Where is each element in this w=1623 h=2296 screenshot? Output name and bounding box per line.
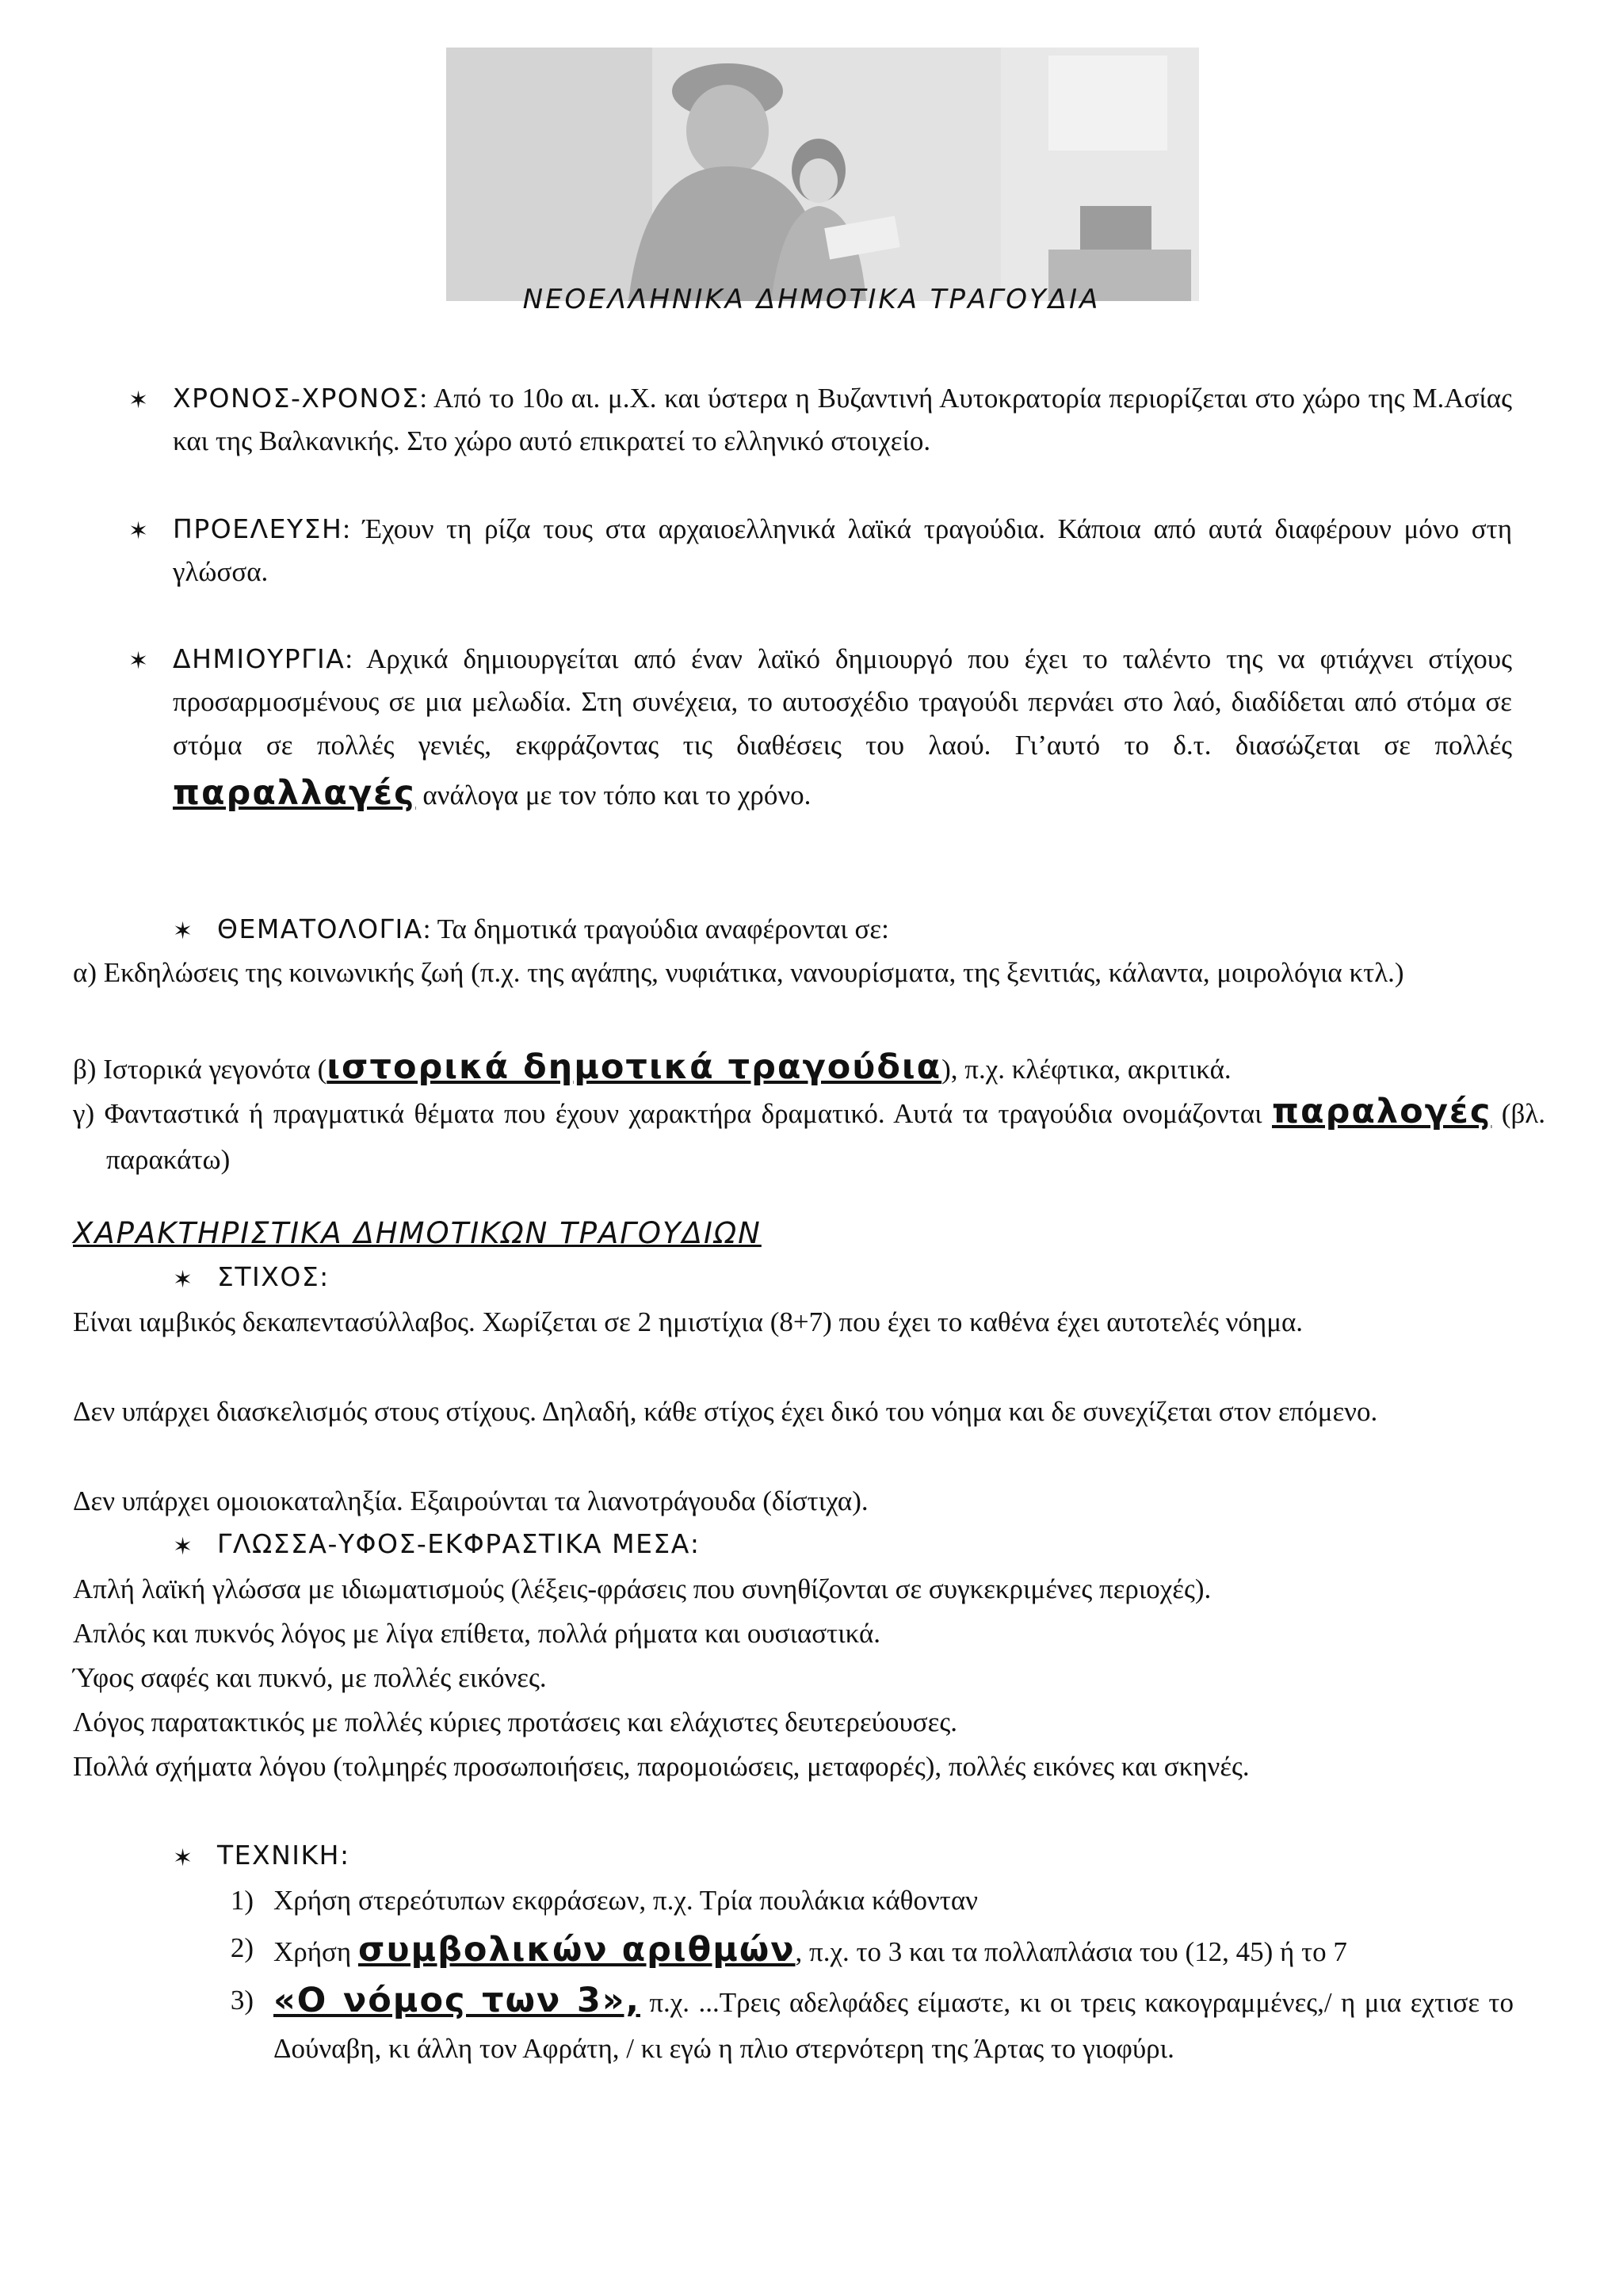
star-bullet-icon: ✶ xyxy=(128,517,149,545)
star-bullet-icon: ✶ xyxy=(128,387,149,414)
star-bullet-icon: ✶ xyxy=(173,1266,193,1294)
bullet-heading: ΘΕΜΑΤΟΛΟΓΙΑ xyxy=(217,913,423,944)
bullet-text: : Αρχικά δημιουργείται από έναν λαϊκό δημιουργό που έχει το ταλέντο της να φτιάχνει στίχους προσαρμοσμένους σε μια μελωδία. Στη συνέχεια, το αυτοσχέδιο τραγούδι περνάει στο λαό, διαδίδεται από στόμα σε στόμα σε πολλές γενιές, εκφράζοντας τις διαθέσεις του λαού. Γι’αυτό το δ.τ. διασώζεται σε πολλές xyxy=(173,643,1512,761)
bullet-text: : Έχουν τη ρίζα τους στα αρχαιοελληνικά λαϊκά τραγούδια. Κάποια από αυτά διαφέρουν μόνο στη γλώσσα. xyxy=(173,513,1512,588)
highlight-term: παραλλαγές xyxy=(173,772,416,813)
style-line-1: Απλή λαϊκή γλώσσα με ιδιωματισμούς (λέξεις-φράσεις που συνηθίζονται σε συγκεκριμένες περιοχές). xyxy=(73,1573,1212,1604)
verse-line-1: Είναι ιαμβικός δεκαπεντασύλλαβος. Χωρίζεται σε 2 ημιστίχια (8+7) που έχει το καθένα έχει αυτοτελές νόημα. xyxy=(73,1306,1304,1337)
item-text: β) Ιστορικά γεγονότα ( xyxy=(73,1054,327,1085)
bullet-heading: ΔΗΜΙΟΥΡΓΙΑ xyxy=(173,643,346,674)
item-text: Χρήση στερεότυπων εκφράσεων, π.χ. Τρία πουλάκια κάθονταν xyxy=(273,1885,978,1916)
thematology-heading xyxy=(217,908,1517,951)
bullet-proeleusi xyxy=(173,508,1512,594)
header-photo xyxy=(446,48,1199,301)
highlight-term: συμβολικών αριθμών xyxy=(357,1930,796,1970)
highlight-term: ιστορικά δημοτικά τραγούδια xyxy=(327,1047,942,1087)
bullet-chronos xyxy=(173,377,1512,463)
style-line-3: Ύφος σαφές και πυκνό, με πολλές εικόνες. xyxy=(73,1662,547,1693)
verse-heading: ΣΤΙΧΟΣ: xyxy=(217,1261,330,1292)
page-title: ΝΕΟΕΛΛΗΝΙΚΑ ΔΗΜΟΤΙΚΑ ΤΡΑΓΟΥΔΙΑ xyxy=(522,284,1101,315)
item-text: π.χ. ...Τρεις αδελφάδες είμαστε, κι οι τρεις κακογραμμένες,/ η μια εχτισε το Δούναβη, κι άλλη τον Αφράτη, / κι εγώ η πλιο στερνότερη της Άρτας το γιοφύρι. xyxy=(273,1987,1514,2064)
item-text: ), π.χ. κλέφτικα, ακριτικά. xyxy=(941,1054,1232,1085)
item-text: , π.χ. το 3 και τα πολλαπλάσια του (12, 45) ή το 7 xyxy=(795,1936,1347,1967)
thematology-intro: : Τα δημοτικά τραγούδια αναφέρονται σε: xyxy=(422,913,889,944)
item-text: (βλ. παρακάτω) xyxy=(106,1098,1545,1175)
technique-heading: ΤΕΧΝΙΚΗ: xyxy=(217,1840,350,1871)
bullet-dimiourgia xyxy=(173,638,1512,819)
highlight-term: «Ο νόμος των 3», xyxy=(273,1981,640,2020)
star-bullet-icon: ✶ xyxy=(173,1844,193,1872)
section-title: ΧΑΡΑΚΤΗΡΙΣΤΙΚΑ ΔΗΜΟΤΙΚΩΝ ΤΡΑΓΟΥΔΙΩΝ xyxy=(73,1216,762,1250)
technique-item-1 xyxy=(273,1879,1514,1922)
technique-item-3 xyxy=(273,1974,1514,2070)
list-number: 1) xyxy=(230,1885,254,1916)
item-text: γ) Φανταστικά ή πραγματικά θέματα που έχουν χαρακτήρα δραματικό. Αυτά τα τραγούδια ονομάζονται xyxy=(73,1098,1273,1129)
bullet-text: : Από το 10ο αι. μ.Χ. και ύστερα η Βυζαντινή Αυτοκρατορία περιορίζεται στο χώρο της Μ.Ασίας και της Βαλκανικής. Στο χώρο αυτό επικρατεί το ελληνικό στοιχείο. xyxy=(173,383,1512,457)
style-line-5: Πολλά σχήματα λόγου (τολμηρές προσωποιήσεις, παρομοιώσεις, μεταφορές), πολλές εικόνες και σκηνές. xyxy=(73,1751,1250,1782)
verse-line-2: Δεν υπάρχει διασκελισμός στους στίχους. Δηλαδή, κάθε στίχος έχει δικό του νόημα και δε συνεχίζεται στον επόμενο. xyxy=(73,1396,1378,1427)
star-bullet-icon: ✶ xyxy=(128,647,149,675)
bullet-heading: ΠΡΟΕΛΕΥΣΗ xyxy=(173,513,343,544)
bullet-heading: ΧΡΟΝΟΣ-ΧΡΟΝΟΣ xyxy=(173,383,420,414)
style-line-4: Λόγος παρατακτικός με πολλές κύριες προτάσεις και ελάχιστες δευτερεύουσες. xyxy=(73,1707,957,1737)
list-number: 2) xyxy=(230,1932,254,1963)
list-number: 3) xyxy=(230,1985,254,2016)
technique-item-2 xyxy=(273,1924,1514,1977)
bullet-text-tail: ανάλογα με τον τόπο και το χρόνο. xyxy=(415,779,812,810)
verse-line-3: Δεν υπάρχει ομοιοκαταληξία. Εξαιρούνται τα λιανοτράγουδα (δίστιχα). xyxy=(73,1486,869,1516)
style-line-2: Απλός και πυκνός λόγος με λίγα επίθετα, πολλά ρήματα και ουσιαστικά. xyxy=(73,1618,881,1649)
highlight-term: παραλογές xyxy=(1272,1092,1492,1131)
star-bullet-icon: ✶ xyxy=(173,1533,193,1561)
style-heading: ΓΛΩΣΣΑ-ΥΦΟΣ-ΕΚΦΡΑΣΤΙΚΑ ΜΕΣΑ: xyxy=(217,1528,701,1559)
thematology-item-a: α) Εκδηλώσεις της κοινωνικής ζωή (π.χ. της αγάπης, νυφιάτικα, νανουρίσματα, της ξενιτιάς, κάλαντα, μοιρολόγια κτλ.) xyxy=(73,957,1404,988)
item-text: Χρήση xyxy=(273,1936,358,1967)
star-bullet-icon: ✶ xyxy=(173,917,193,945)
thematology-item-c xyxy=(73,1085,1545,1181)
